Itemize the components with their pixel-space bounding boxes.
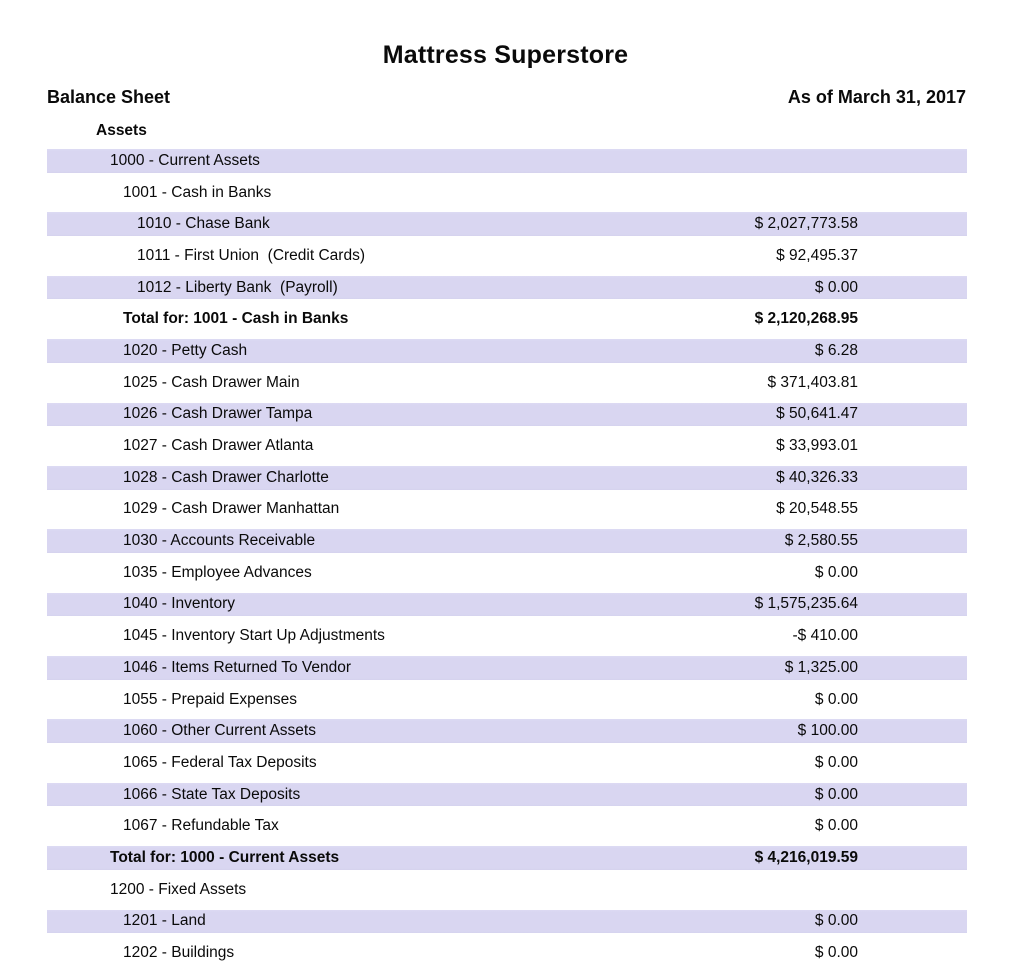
table-row (47, 145, 967, 177)
account-label: 1046 - Items Returned To Vendor (123, 658, 352, 676)
account-label: 1066 - State Tax Deposits (123, 785, 301, 803)
account-label: 1065 - Federal Tax Deposits (123, 753, 317, 771)
account-value: $ 0.00 (814, 817, 858, 835)
account-label: 1011 - First Union (Credit Cards) (137, 246, 365, 264)
account-value: $ 1,575,235.64 (754, 595, 858, 613)
account-value: $ 6.28 (814, 341, 858, 359)
account-value: $ 50,641.47 (776, 405, 858, 423)
table-row (47, 462, 967, 494)
account-label: 1029 - Cash Drawer Manhattan (123, 500, 340, 518)
account-label: Total for: 1001 - Cash in Banks (123, 310, 349, 328)
account-value: -$ 410.00 (792, 627, 858, 645)
table-row (47, 335, 967, 367)
table-row (47, 810, 967, 842)
report-subheader (47, 87, 966, 107)
account-value: $ 20,548.55 (776, 500, 858, 518)
table-row (47, 367, 967, 399)
account-label: 1027 - Cash Drawer Atlanta (123, 437, 314, 455)
account-label: 1025 - Cash Drawer Main (123, 373, 300, 391)
account-value: $ 2,580.55 (784, 532, 858, 550)
account-label: 1001 - Cash in Banks (123, 183, 272, 201)
table-row (47, 494, 967, 526)
account-value: $ 2,027,773.58 (754, 215, 858, 233)
account-label: 1028 - Cash Drawer Charlotte (123, 468, 329, 486)
account-label: 1020 - Petty Cash (123, 341, 248, 359)
account-label: 1055 - Prepaid Expenses (123, 690, 298, 708)
account-value: $ 92,495.37 (776, 246, 858, 264)
account-label: 1026 - Cash Drawer Tampa (123, 405, 313, 423)
table-row (47, 747, 967, 779)
account-label: 1000 - Current Assets (110, 151, 260, 169)
account-label: 1030 - Accounts Receivable (123, 532, 316, 550)
table-row (47, 525, 967, 557)
account-value: $ 0.00 (814, 785, 858, 803)
account-label: 1060 - Other Current Assets (123, 722, 316, 740)
company-title: Mattress Superstore (382, 41, 629, 69)
account-label: 1202 - Buildings (123, 944, 235, 962)
table-row (47, 208, 967, 240)
table-row (47, 715, 967, 747)
account-value: $ 0.00 (814, 753, 858, 771)
table-row (47, 557, 967, 589)
table-row (47, 620, 967, 652)
account-value: $ 0.00 (814, 944, 858, 962)
table-row (47, 303, 967, 335)
table-row (47, 399, 967, 431)
section-heading-assets: Assets (96, 122, 147, 139)
table-row (47, 272, 967, 304)
table-row (47, 240, 967, 272)
account-label: 1045 - Inventory Start Up Adjustments (123, 627, 385, 645)
account-label: 1012 - Liberty Bank (Payroll) (137, 278, 338, 296)
account-value: $ 371,403.81 (767, 373, 858, 391)
account-value: $ 2,120,268.95 (754, 310, 858, 328)
balance-sheet-table (47, 145, 967, 969)
account-value: $ 0.00 (814, 912, 858, 930)
account-label: Total for: 1000 - Current Assets (110, 848, 340, 866)
table-row (47, 589, 967, 621)
account-label: 1035 - Employee Advances (123, 563, 312, 581)
account-value: $ 40,326.33 (776, 468, 858, 486)
account-value: $ 4,216,019.59 (754, 848, 858, 866)
table-row (47, 937, 967, 969)
table-row (47, 177, 967, 209)
table-row (47, 874, 967, 906)
account-value: $ 100.00 (797, 722, 858, 740)
table-row (47, 779, 967, 811)
account-value: $ 0.00 (814, 563, 858, 581)
account-label: 1067 - Refundable Tax (123, 817, 279, 835)
account-value: $ 33,993.01 (776, 437, 858, 455)
account-label: 1010 - Chase Bank (137, 215, 270, 233)
account-label: 1040 - Inventory (123, 595, 236, 613)
account-label: 1201 - Land (123, 912, 206, 930)
table-row (47, 652, 967, 684)
table-row (47, 684, 967, 716)
account-label: 1200 - Fixed Assets (110, 880, 247, 898)
account-value: $ 0.00 (814, 690, 858, 708)
table-row (47, 842, 967, 874)
account-value: $ 0.00 (814, 278, 858, 296)
report-title: Balance Sheet (47, 87, 171, 107)
account-value: $ 1,325.00 (784, 658, 858, 676)
as-of-date: As of March 31, 2017 (787, 87, 966, 107)
table-row (47, 906, 967, 938)
table-row (47, 430, 967, 462)
